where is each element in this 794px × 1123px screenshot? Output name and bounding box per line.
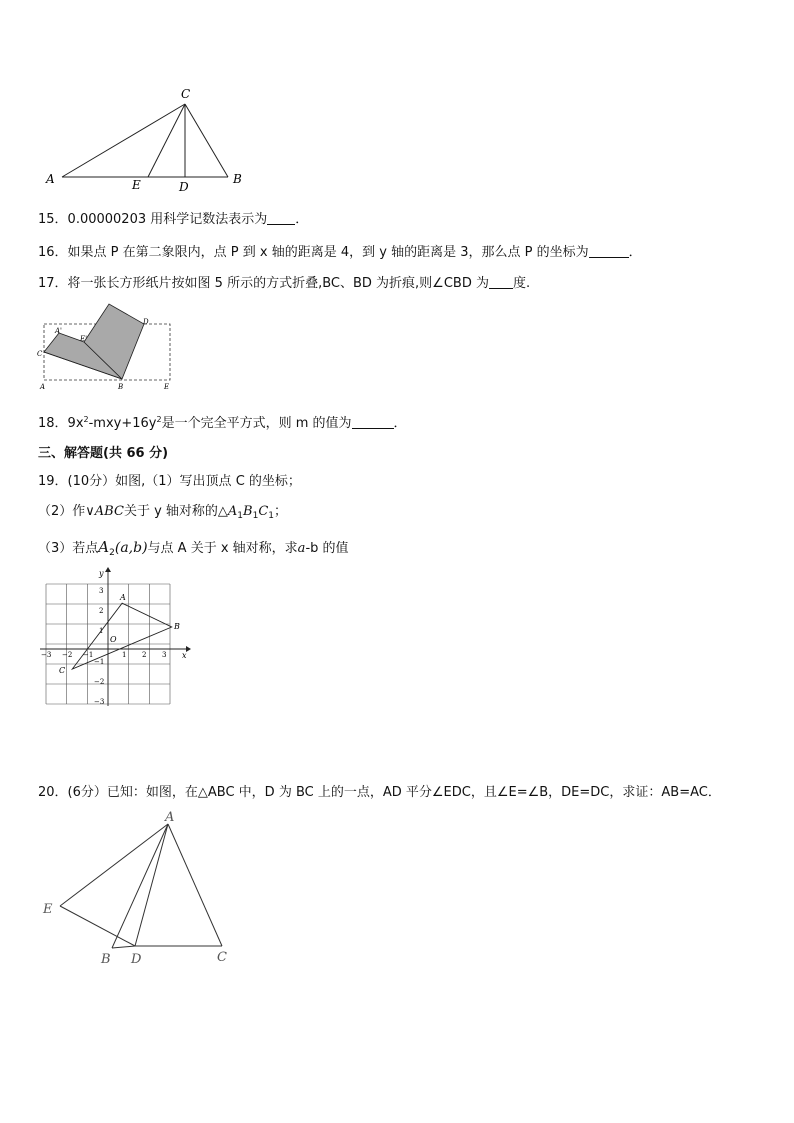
label-e-prime: E' bbox=[80, 335, 88, 343]
answer-blank-17[interactable] bbox=[489, 276, 513, 289]
question-16-text: 16．如果点 P 在第二象限内，点 P 到 x 轴的距离是 4，到 y 轴的距离是 3，那么点 P 的坐标为 bbox=[38, 245, 589, 260]
axis-x-label: x bbox=[182, 651, 187, 660]
q19-l3-expr2: -b 的值 bbox=[305, 541, 349, 556]
point-b-label: B bbox=[174, 622, 180, 631]
q19-l3-expr: a bbox=[297, 541, 306, 556]
label-d: D bbox=[131, 952, 142, 967]
question-18 bbox=[38, 412, 407, 431]
figure-triangle-top bbox=[40, 82, 260, 197]
label-e: E bbox=[43, 902, 53, 917]
y-tick-label: −2 bbox=[94, 678, 105, 686]
q19-l2-mid: 关于 y 轴对称的 bbox=[123, 504, 218, 519]
x-tick-label: 2 bbox=[142, 651, 147, 659]
q19-l3-pt: A bbox=[98, 538, 110, 556]
q19-l2-b: B bbox=[243, 504, 253, 519]
q19-l2-sub3: 1 bbox=[268, 511, 275, 521]
label-a: A bbox=[165, 810, 175, 825]
question-16-end: ． bbox=[628, 245, 642, 260]
q19-l3-coord: (a,b) bbox=[114, 540, 148, 556]
label-b: B bbox=[118, 383, 124, 391]
y-tick-label: 2 bbox=[99, 607, 104, 615]
figure-folded-paper bbox=[36, 300, 181, 392]
question-19-line1: 19．(10分）如图,（1）写出顶点 C 的坐标； bbox=[38, 474, 301, 489]
x-tick-label: −1 bbox=[83, 651, 94, 659]
y-axis-arrow bbox=[105, 567, 111, 572]
question-20: 20．(6分）已知：如图，在△ABC 中，D 为 BC 上的一点，AD 平分∠EDC，且∠E=∠B，DE=DC，求证：AB=AC． bbox=[38, 785, 721, 800]
x-tick-label: 3 bbox=[162, 651, 167, 659]
label-a: A bbox=[40, 383, 46, 391]
axis-y-label: y bbox=[99, 569, 104, 578]
y-tick-label: 3 bbox=[99, 587, 104, 595]
q18-sup2: 2 bbox=[156, 415, 162, 424]
q19-l2-pre: （2）作 bbox=[38, 504, 86, 519]
q19-l2-c: C bbox=[258, 504, 269, 519]
figure-coordinate-grid bbox=[38, 566, 193, 711]
answer-blank-15[interactable] bbox=[267, 212, 295, 225]
label-a: A bbox=[46, 172, 55, 186]
x-tick-label: −2 bbox=[62, 651, 73, 659]
label-a-prime: A' bbox=[55, 327, 62, 335]
q19-l3-sub: 2 bbox=[109, 548, 115, 558]
x-axis-arrow bbox=[186, 646, 191, 652]
label-c: C bbox=[181, 87, 191, 101]
y-tick-label: −3 bbox=[94, 698, 105, 706]
point-a-label: A bbox=[120, 593, 126, 602]
label-c: C bbox=[37, 350, 43, 358]
y-tick-label: −1 bbox=[94, 658, 105, 666]
y-tick-label: 1 bbox=[99, 627, 104, 635]
question-19-line2 bbox=[38, 500, 287, 521]
label-d: D bbox=[179, 180, 189, 194]
label-b: B bbox=[101, 952, 111, 967]
label-b: B bbox=[233, 172, 242, 186]
question-17 bbox=[38, 272, 530, 291]
q18-part1: 18．9x bbox=[38, 416, 84, 431]
q19-l2-sub2: 1 bbox=[252, 511, 259, 521]
question-19-line3 bbox=[38, 537, 349, 558]
q18-part2: -mxy+16y bbox=[88, 416, 157, 431]
figure-triangle-ade bbox=[38, 805, 238, 970]
origin-label: O bbox=[110, 635, 117, 644]
label-d: D bbox=[143, 318, 149, 326]
question-17-text: 17．将一张长方形纸片按如图 5 所示的方式折叠,BC、BD 为折痕,则∠CBD 为 bbox=[38, 276, 489, 291]
label-c: C bbox=[217, 950, 227, 965]
question-15-text: 15．0.00000203 用科学记数法表示为 bbox=[38, 212, 268, 227]
q19-l2-end: ； bbox=[274, 504, 288, 519]
question-15-end: ． bbox=[295, 212, 309, 227]
q19-l3-mid: 与点 A 关于 x 轴对称，求 bbox=[147, 541, 298, 556]
q19-l2-sub1: 1 bbox=[237, 511, 244, 521]
x-tick-label: 1 bbox=[122, 651, 127, 659]
q18-part3: 是一个完全平方式，则 m 的值为 bbox=[161, 416, 352, 431]
answer-blank-18[interactable] bbox=[352, 416, 394, 429]
q19-l2-tri: ∨ABC bbox=[85, 504, 124, 519]
section-heading: 三、解答题(共 66 分) bbox=[38, 446, 169, 461]
point-c-label: C bbox=[59, 666, 66, 675]
label-e: E bbox=[164, 383, 170, 391]
q18-sup1: 2 bbox=[83, 415, 89, 424]
question-17-end: 度. bbox=[512, 276, 531, 291]
answer-blank-16[interactable] bbox=[589, 245, 629, 258]
q19-l3-pre: （3）若点 bbox=[38, 541, 99, 556]
q18-end: ． bbox=[393, 416, 407, 431]
x-tick-label: −3 bbox=[41, 651, 52, 659]
q19-l2-tri2: △A bbox=[217, 504, 238, 519]
question-16 bbox=[38, 241, 642, 260]
question-15 bbox=[38, 208, 308, 227]
tick-labels bbox=[41, 587, 166, 706]
label-e: E bbox=[132, 178, 141, 192]
